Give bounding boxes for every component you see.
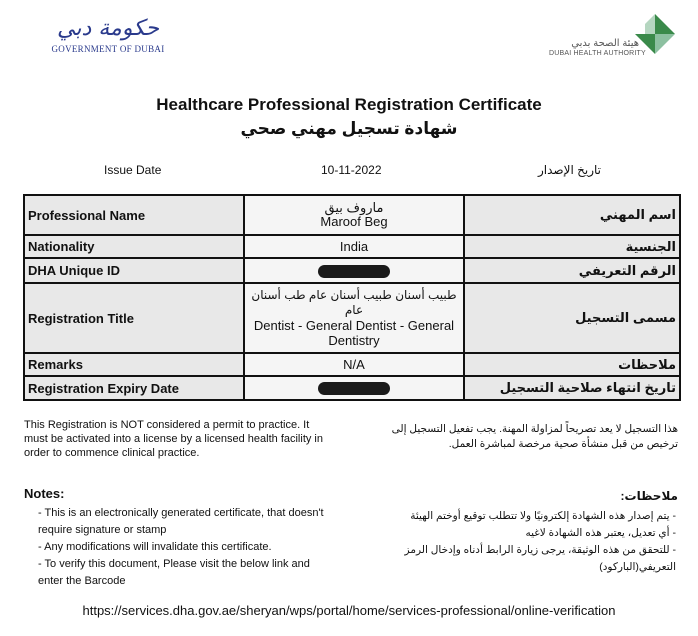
gov-logo-english: GOVERNMENT OF DUBAI	[51, 44, 165, 54]
notes-title-en: Notes:	[24, 486, 65, 501]
row-label-ar: الجنسية	[464, 235, 680, 258]
table-row	[24, 235, 680, 258]
remarks-value: N/A	[244, 353, 464, 376]
government-of-dubai-logo	[48, 14, 168, 54]
dha-logo-english: DUBAI HEALTH AUTHORITY	[549, 50, 646, 57]
row-label-ar: الرقم التعريفي	[464, 258, 680, 283]
professional-name-ar: ماروف بيق	[324, 200, 384, 215]
notes-list-ar	[368, 508, 676, 576]
dha-logo-arabic: هيئة الصحة بدبي	[571, 38, 639, 49]
row-label-ar: تاريخ انتهاء صلاحية التسجيل	[464, 376, 680, 400]
certificate-title-en: Healthcare Professional Registration Certificate	[156, 95, 542, 114]
row-label-en: Nationality	[24, 235, 244, 258]
dha-emblem-icon	[631, 12, 679, 56]
row-label-en: Remarks	[24, 353, 244, 376]
row-value	[244, 195, 464, 235]
issue-date-label-ar: تاريخ الإصدار	[538, 163, 602, 177]
list-item: - To verify this document, Please visit the below link and enter the Barcode	[38, 556, 328, 590]
list-item: - أي تعديل، يعتبر هذه الشهادة لاغيه	[368, 525, 676, 542]
list-item: - للتحقق من هذه الوثيقة، يرجى زيارة الرابط أدناه وإدخال الرمز التعريفي(الباركود)	[368, 542, 676, 576]
notes-title-ar: ملاحظات:	[620, 489, 678, 503]
list-item: - This is an electronically generated certificate, that doesn't require signature or stamp	[38, 505, 328, 539]
verification-link[interactable]: https://services.dha.gov.ae/sheryan/wps/portal/home/services-professional/online-verification	[82, 603, 616, 618]
row-label-ar: ملاحظات	[464, 353, 680, 376]
registration-title-ar: طبيب أسنان طبيب أسنان عام طب أسنان عام	[251, 288, 457, 317]
list-item: - Any modifications will invalidate this certificate.	[38, 539, 328, 556]
issue-date-label-en: Issue Date	[104, 163, 162, 177]
table-row	[24, 283, 680, 353]
redacted-id	[318, 265, 390, 278]
table-row	[24, 353, 680, 376]
row-label-en: Professional Name	[24, 195, 244, 235]
table-row	[24, 258, 680, 283]
row-label-ar: مسمى التسجيل	[464, 283, 680, 353]
registration-table	[23, 194, 681, 401]
nationality-value: India	[244, 235, 464, 258]
dha-logo	[545, 12, 685, 62]
redacted-expiry-date	[318, 382, 390, 395]
row-label-en: Registration Title	[24, 283, 244, 353]
row-label-ar: اسم المهني	[464, 195, 680, 235]
disclaimer-en: This Registration is NOT considered a permit to practice. It must be activated into a license by a licensed health facility in order to commence clinical practice.	[24, 419, 323, 459]
row-label-en: DHA Unique ID	[24, 258, 244, 283]
row-value	[244, 376, 464, 400]
list-item: - يتم إصدار هذه الشهادة إلكترونيًا ولا تتطلب توقيع أوختم الهيئة	[368, 508, 676, 525]
table-row	[24, 195, 680, 235]
professional-name-en: Maroof Beg	[320, 214, 388, 229]
gov-logo-arabic: حكومة دبي	[57, 16, 159, 41]
disclaimer-ar: هذا التسجيل لا يعد تصريحاً لمزاولة المهنة. يجب تفعيل التسجيل إلى ترخيص من قبل منشأة صحية مرخصة لمباشرة العمل.	[391, 423, 678, 450]
notes-list-en	[38, 505, 328, 590]
registration-title-en: Dentist - General Dentist - General Dentistry	[253, 318, 455, 348]
table-row	[24, 376, 680, 400]
row-value	[244, 258, 464, 283]
row-value	[244, 283, 464, 353]
certificate-title-ar: شهادة تسجيل مهني صحي	[240, 119, 458, 138]
row-label-en: Registration Expiry Date	[24, 376, 244, 400]
issue-date-value: 10-11-2022	[321, 163, 382, 177]
